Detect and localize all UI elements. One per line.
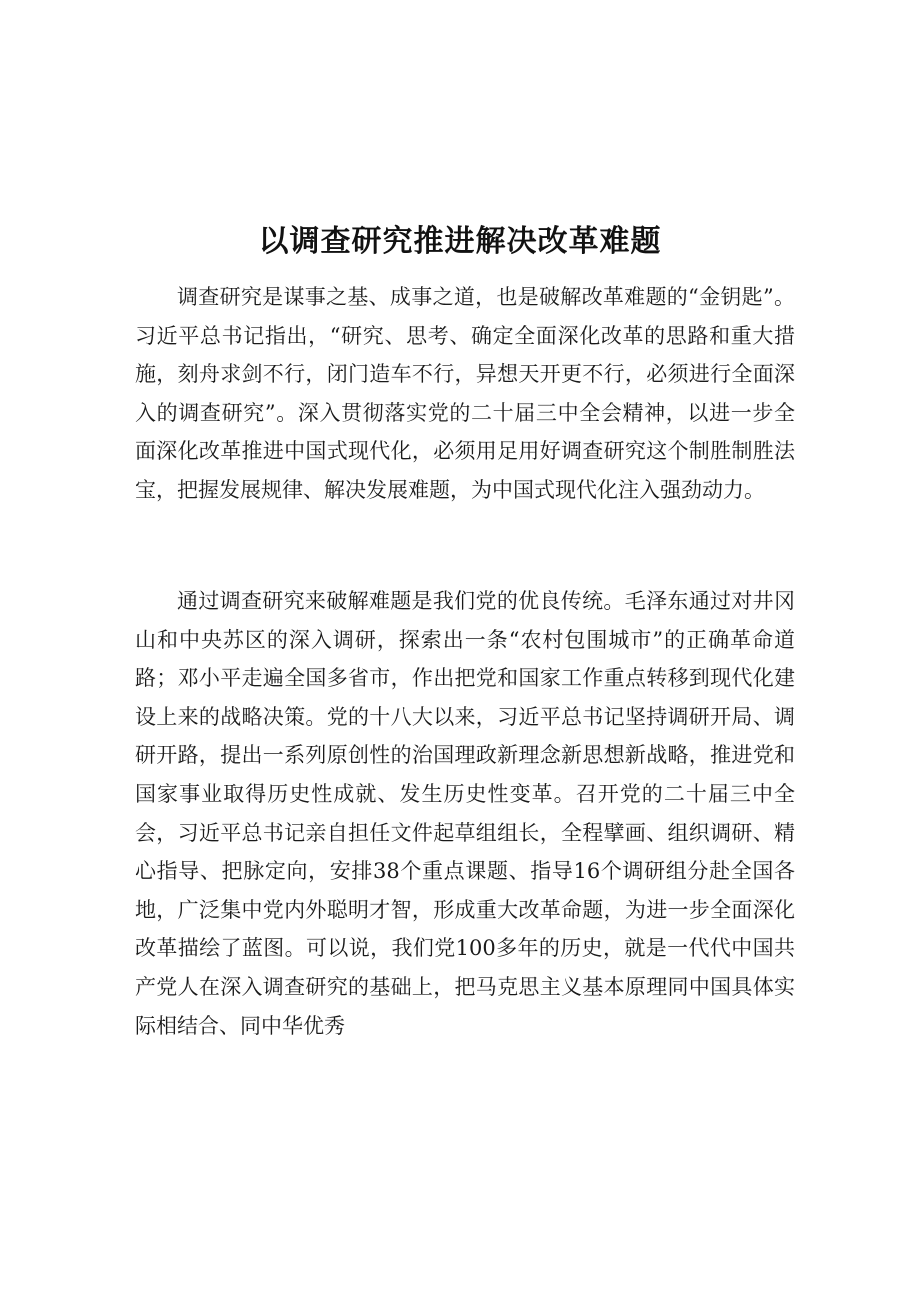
paragraph-intro: 调查研究是谋事之基、成事之道，也是破解改革难题的“金钥匙”。习近平总书记指出，“研究、思考、确定全面深化改革的思路和重大措施，刻舟求剑不行，闭门造车不行，异想天开更不行，必须进行全面深入的调查研究”。深入贯彻落实党的二十届三中全会精神，以进一步全面深化改革推进中国式现代化，必须用足用好调查研究这个制胜制胜法宝，把握发展规律、解决发展难题，为中国式现代化注入强劲动力。 [135, 285, 795, 502]
document-title: 以调查研究推进解决改革难题 [258, 224, 662, 259]
paragraph-tradition: 通过调查研究来破解难题是我们党的优良传统。毛泽东通过对井冈山和中央苏区的深入调研，探索出一条“农村包围城市”的正确革命道路；邓小平走遍全国多省市，作出把党和国家工作重点转移到现代化建设上来的战略决策。党的十八大以来，习近平总书记坚持调研开局、调研开路，提出一系列原创性的治国理政新理念新思想新战略，推进党和国家事业取得历史性成就、发生历史性变革。召开党的二十届三中全会，习近平总书记亲自担任文件起草组组长，全程擘画、组织调研、精心指导、把脉定向，安排38个重点课题、指导16个调研组分赴全国各地，广泛集中党内外聪明才智，形成重大改革命题，为进一步全面深化改革描绘了蓝图。可以说，我们党100多年的历史，就是一代代中国共产党人在深入调查研究的基础上，把马克思主义基本原理同中国具体实际相结合、同中华优秀 [135, 589, 795, 1038]
